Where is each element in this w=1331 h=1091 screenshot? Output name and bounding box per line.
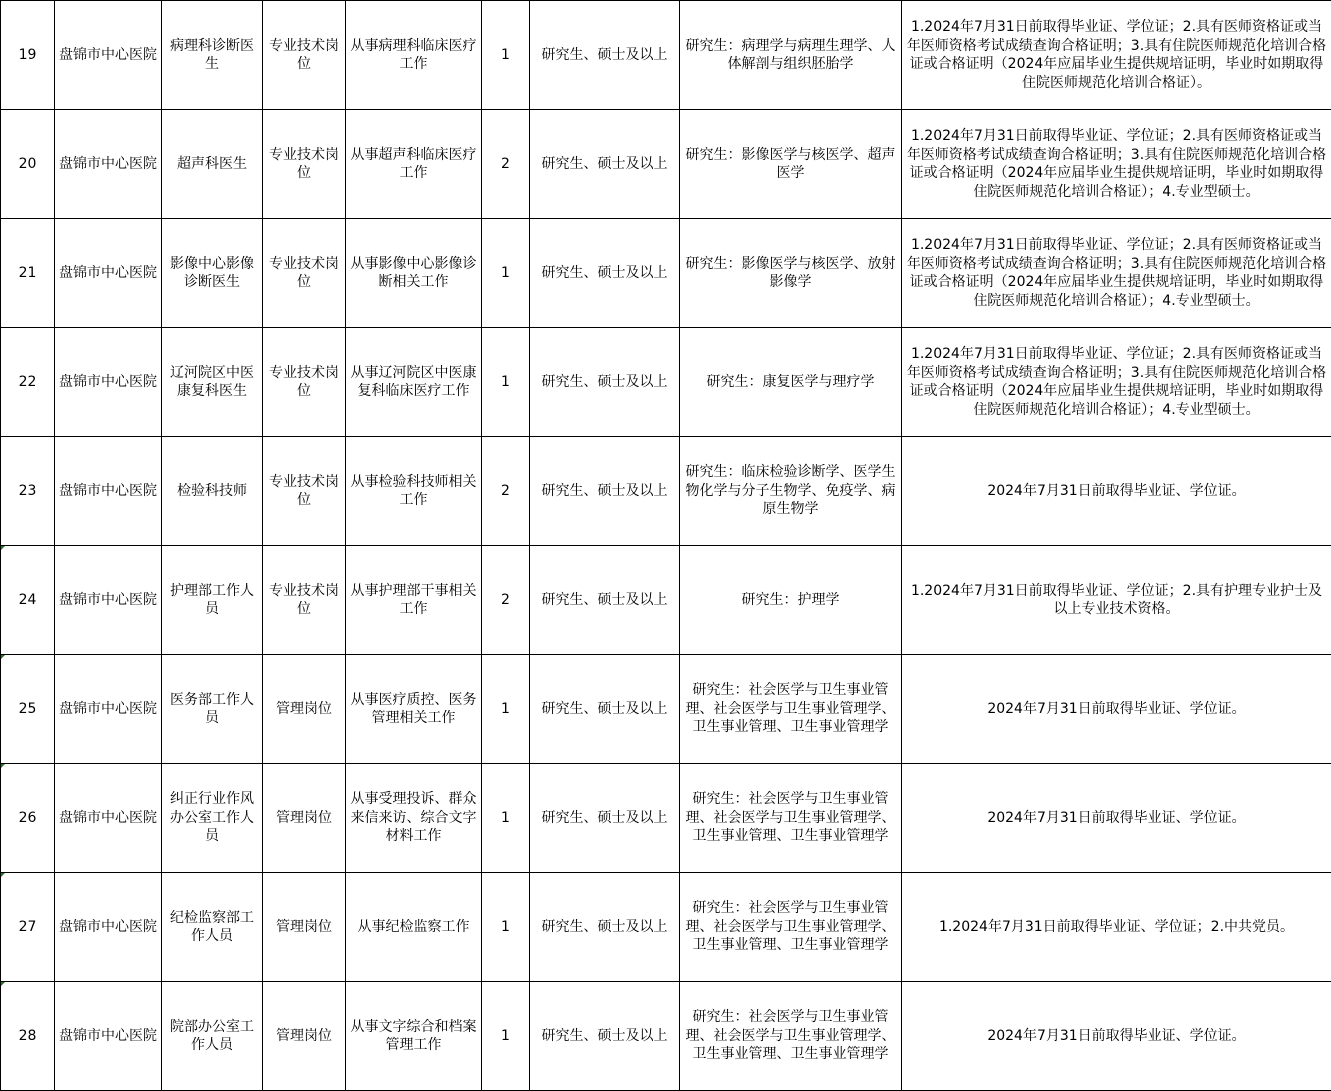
other-requirements-cell: 1.2024年7月31日前取得毕业证、学位证；2.具有医师资格证或当年医师资格考试成绩查询合格证明；3.具有住院医师规范化培训合格证或合格证明（2024年应届毕业生提供规培证明，毕业时如期取得住院医师规范化培训合格证）；4.专业型硕士。 xyxy=(902,219,1331,328)
position-name-cell: 超声科医生 xyxy=(162,110,263,219)
unit-name-cell: 盘锦市中心医院 xyxy=(55,328,162,437)
hiring-count-cell: 2 xyxy=(482,437,530,546)
position-type-cell: 专业技术岗位 xyxy=(263,219,346,328)
education-requirement-cell: 研究生、硕士及以上 xyxy=(530,328,680,437)
unit-name-cell: 盘锦市中心医院 xyxy=(55,982,162,1091)
position-type-cell: 专业技术岗位 xyxy=(263,1,346,110)
row-number-cell: 23 xyxy=(1,437,55,546)
row-number-cell: 28 xyxy=(1,982,55,1091)
other-requirements-cell: 2024年7月31日前取得毕业证、学位证。 xyxy=(902,764,1331,873)
job-duty-cell: 从事超声科临床医疗工作 xyxy=(346,110,482,219)
education-requirement-cell: 研究生、硕士及以上 xyxy=(530,1,680,110)
hiring-count-cell: 1 xyxy=(482,219,530,328)
position-type-cell: 管理岗位 xyxy=(263,655,346,764)
major-requirement-cell: 研究生：社会医学与卫生事业管理、社会医学与卫生事业管理学、卫生事业管理、卫生事业管理学 xyxy=(680,655,902,764)
other-requirements-cell: 2024年7月31日前取得毕业证、学位证。 xyxy=(902,437,1331,546)
major-requirement-cell: 研究生：临床检验诊断学、医学生物化学与分子生物学、免疫学、病原生物学 xyxy=(680,437,902,546)
table-row xyxy=(1,982,1331,1091)
table-row xyxy=(1,219,1331,328)
unit-name-cell: 盘锦市中心医院 xyxy=(55,873,162,982)
row-number-cell: 22 xyxy=(1,328,55,437)
position-name-cell: 院部办公室工作人员 xyxy=(162,982,263,1091)
education-requirement-cell: 研究生、硕士及以上 xyxy=(530,655,680,764)
unit-name-cell: 盘锦市中心医院 xyxy=(55,110,162,219)
hiring-count-cell: 1 xyxy=(482,764,530,873)
position-name-cell: 护理部工作人员 xyxy=(162,546,263,655)
hiring-count-cell: 1 xyxy=(482,1,530,110)
table-row xyxy=(1,873,1331,982)
position-name-cell: 病理科诊断医生 xyxy=(162,1,263,110)
major-requirement-cell: 研究生：社会医学与卫生事业管理、社会医学与卫生事业管理学、卫生事业管理、卫生事业管理学 xyxy=(680,873,902,982)
table-row xyxy=(1,1,1331,110)
hiring-count-cell: 1 xyxy=(482,328,530,437)
job-duty-cell: 从事检验科技师相关工作 xyxy=(346,437,482,546)
position-name-cell: 检验科技师 xyxy=(162,437,263,546)
table-row xyxy=(1,110,1331,219)
table-row xyxy=(1,764,1331,873)
row-number-cell: 20 xyxy=(1,110,55,219)
education-requirement-cell: 研究生、硕士及以上 xyxy=(530,110,680,219)
hiring-count-cell: 2 xyxy=(482,546,530,655)
job-duty-cell: 从事辽河院区中医康复科临床医疗工作 xyxy=(346,328,482,437)
position-type-cell: 专业技术岗位 xyxy=(263,110,346,219)
position-type-cell: 专业技术岗位 xyxy=(263,437,346,546)
table-row xyxy=(1,546,1331,655)
hiring-count-cell: 1 xyxy=(482,982,530,1091)
position-type-cell: 专业技术岗位 xyxy=(263,546,346,655)
position-type-cell: 管理岗位 xyxy=(263,873,346,982)
job-duty-cell: 从事医疗质控、医务管理相关工作 xyxy=(346,655,482,764)
education-requirement-cell: 研究生、硕士及以上 xyxy=(530,982,680,1091)
major-requirement-cell: 研究生：病理学与病理生理学、人体解剖与组织胚胎学 xyxy=(680,1,902,110)
other-requirements-cell: 1.2024年7月31日前取得毕业证、学位证；2.具有护理专业护士及以上专业技术资格。 xyxy=(902,546,1331,655)
position-type-cell: 管理岗位 xyxy=(263,764,346,873)
position-name-cell: 纪检监察部工作人员 xyxy=(162,873,263,982)
job-duty-cell: 从事纪检监察工作 xyxy=(346,873,482,982)
row-number-cell: 21 xyxy=(1,219,55,328)
row-number-cell: 19 xyxy=(1,1,55,110)
other-requirements-cell: 1.2024年7月31日前取得毕业证、学位证；2.具有医师资格证或当年医师资格考试成绩查询合格证明；3.具有住院医师规范化培训合格证或合格证明（2024年应届毕业生提供规培证明，毕业时如期取得住院医师规范化培训合格证）；4.专业型硕士。 xyxy=(902,110,1331,219)
row-number-cell: 27 xyxy=(1,873,55,982)
major-requirement-cell: 研究生：影像医学与核医学、超声医学 xyxy=(680,110,902,219)
job-duty-cell: 从事病理科临床医疗工作 xyxy=(346,1,482,110)
position-name-cell: 纠正行业作风办公室工作人员 xyxy=(162,764,263,873)
position-type-cell: 专业技术岗位 xyxy=(263,328,346,437)
row-number-cell: 26 xyxy=(1,764,55,873)
major-requirement-cell: 研究生：护理学 xyxy=(680,546,902,655)
position-type-cell: 管理岗位 xyxy=(263,982,346,1091)
unit-name-cell: 盘锦市中心医院 xyxy=(55,219,162,328)
hiring-count-cell: 1 xyxy=(482,655,530,764)
unit-name-cell: 盘锦市中心医院 xyxy=(55,655,162,764)
job-duty-cell: 从事护理部干事相关工作 xyxy=(346,546,482,655)
education-requirement-cell: 研究生、硕士及以上 xyxy=(530,437,680,546)
row-number-cell: 24 xyxy=(1,546,55,655)
major-requirement-cell: 研究生：社会医学与卫生事业管理、社会医学与卫生事业管理学、卫生事业管理、卫生事业管理学 xyxy=(680,764,902,873)
education-requirement-cell: 研究生、硕士及以上 xyxy=(530,219,680,328)
other-requirements-cell: 1.2024年7月31日前取得毕业证、学位证；2.中共党员。 xyxy=(902,873,1331,982)
hiring-count-cell: 2 xyxy=(482,110,530,219)
unit-name-cell: 盘锦市中心医院 xyxy=(55,546,162,655)
major-requirement-cell: 研究生：影像医学与核医学、放射影像学 xyxy=(680,219,902,328)
education-requirement-cell: 研究生、硕士及以上 xyxy=(530,546,680,655)
unit-name-cell: 盘锦市中心医院 xyxy=(55,764,162,873)
position-name-cell: 医务部工作人员 xyxy=(162,655,263,764)
job-duty-cell: 从事文字综合和档案管理工作 xyxy=(346,982,482,1091)
other-requirements-cell: 1.2024年7月31日前取得毕业证、学位证；2.具有医师资格证或当年医师资格考试成绩查询合格证明；3.具有住院医师规范化培训合格证或合格证明（2024年应届毕业生提供规培证明，毕业时如期取得住院医师规范化培训合格证）；4.专业型硕士。 xyxy=(902,328,1331,437)
job-duty-cell: 从事受理投诉、群众来信来访、综合文字材料工作 xyxy=(346,764,482,873)
other-requirements-cell: 2024年7月31日前取得毕业证、学位证。 xyxy=(902,982,1331,1091)
major-requirement-cell: 研究生：社会医学与卫生事业管理、社会医学与卫生事业管理学、卫生事业管理、卫生事业管理学 xyxy=(680,982,902,1091)
other-requirements-cell: 2024年7月31日前取得毕业证、学位证。 xyxy=(902,655,1331,764)
position-name-cell: 影像中心影像诊断医生 xyxy=(162,219,263,328)
row-number-cell: 25 xyxy=(1,655,55,764)
position-name-cell: 辽河院区中医康复科医生 xyxy=(162,328,263,437)
table-row xyxy=(1,437,1331,546)
hiring-count-cell: 1 xyxy=(482,873,530,982)
job-duty-cell: 从事影像中心影像诊断相关工作 xyxy=(346,219,482,328)
table-row xyxy=(1,655,1331,764)
table-row xyxy=(1,328,1331,437)
unit-name-cell: 盘锦市中心医院 xyxy=(55,437,162,546)
education-requirement-cell: 研究生、硕士及以上 xyxy=(530,873,680,982)
unit-name-cell: 盘锦市中心医院 xyxy=(55,1,162,110)
major-requirement-cell: 研究生：康复医学与理疗学 xyxy=(680,328,902,437)
education-requirement-cell: 研究生、硕士及以上 xyxy=(530,764,680,873)
other-requirements-cell: 1.2024年7月31日前取得毕业证、学位证；2.具有医师资格证或当年医师资格考试成绩查询合格证明；3.具有住院医师规范化培训合格证或合格证明（2024年应届毕业生提供规培证明，毕业时如期取得住院医师规范化培训合格证）。 xyxy=(902,1,1331,110)
